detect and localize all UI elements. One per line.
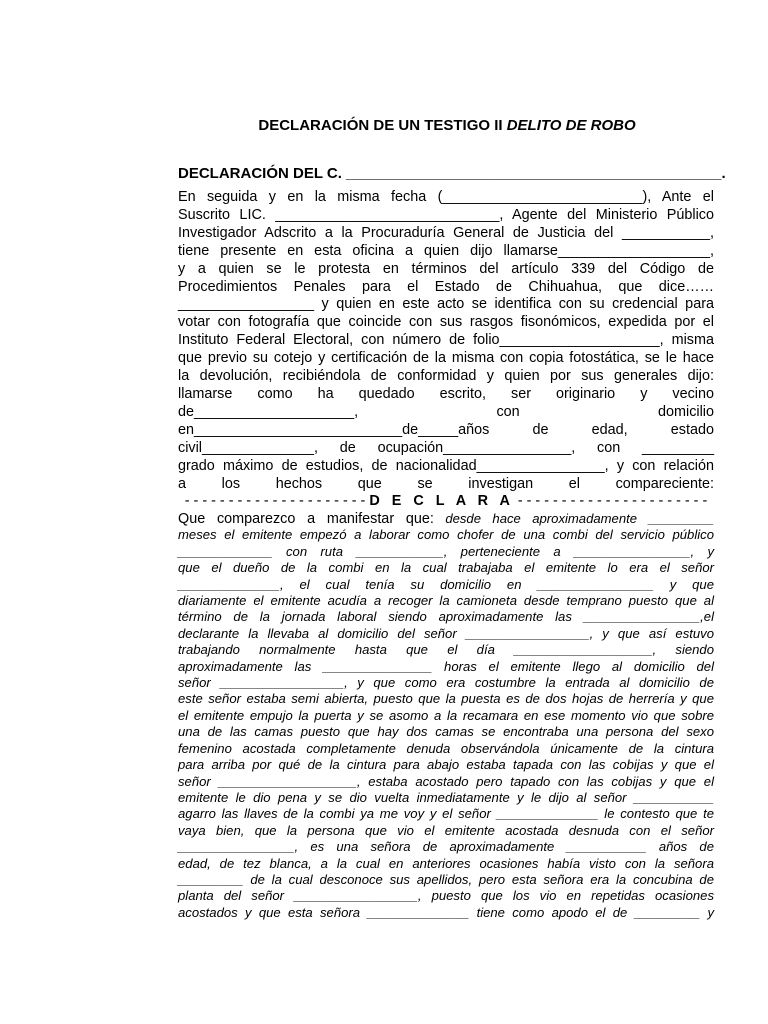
dashes-left: - - - - - - - - - - - - - - - - - - - - - <box>184 493 370 509</box>
title-crime: DELITO DE ROBO <box>506 117 636 134</box>
paragraph-line: Instituto Federal Electoral, con número de folio____________________, misma <box>178 332 714 349</box>
statement-line: meses el emitente empezó a laborar como chofer de una combi del servicio público <box>178 527 714 543</box>
statement-line: ________________, es una señora de aproximadamente ___________ años de <box>178 839 714 855</box>
statement-intro: Que comparezco a manifestar que: <box>178 511 434 527</box>
statement-line <box>178 511 714 527</box>
paragraph-line: Procedimientos Penales para el Estado de Chihuahua, que dice…… <box>178 278 714 295</box>
dashes-right: - - - - - - - - - - - - - - - - - - - - - - <box>513 493 708 509</box>
declara-heading: D E C L A R A <box>369 493 514 509</box>
paragraph-line: de____________________, con domicilio <box>178 403 714 420</box>
statement-line: acostados y que esta señora ______________ tiene como apodo el de _________ y <box>178 904 714 920</box>
paragraph-line: que previo su cotejo y certificación de la misma con copia fotostática, se le hace <box>178 350 714 367</box>
statement-line: señor _________________, y que como era costumbre la entrada al domicilio de <box>178 675 714 691</box>
statement-line: edad, de tez blanca, a la cual en anteriores ocasiones había visto con la señora <box>178 855 714 871</box>
statement-first-rest: desde hace aproximadamente _________ <box>433 511 714 526</box>
paragraph-line: Suscrito LIC. ____________________________, Agente del Ministerio Público <box>178 206 714 223</box>
statement-line: una de las camas puesto que hay dos camas se encontraba una persona del sexo <box>178 724 714 740</box>
statement-line: agarro las llaves de la combi ya me voy y el señor ______________ le contesto que te <box>178 806 714 822</box>
statement-line: el emitente empujo la puerta y se asomo a la recamara en ese momento vio que sobre <box>178 707 714 723</box>
paragraph-line: En seguida y en la misma fecha (_________________________), Ante el <box>178 189 714 205</box>
statement-line: este señor estaba semi abierta, puesto que la puesta es de dos hojas de herrería y que <box>178 691 714 707</box>
statement-line: término de la jornada laboral siendo aproximadamente las ________________,el <box>178 609 714 625</box>
paragraph-line: llamarse como ha quedado escrito, ser originario y vecino <box>178 385 714 402</box>
paragraph-line: grado máximo de estudios, de nacionalidad________________, y con relación <box>178 457 714 474</box>
statement-line: trabajando normalmente hasta que el día ___________________, siendo <box>178 642 714 658</box>
paragraph-line: votar con fotografía que coincide con sus rasgos fisonómicos, expedida por el <box>178 314 714 331</box>
statement-line: que el dueño de la combi en la cual trabajaba el emitente lo era el señor <box>178 560 714 576</box>
statement-line: vaya bien, que la persona que vio el emitente acostada desnuda con el señor <box>178 822 714 838</box>
statement-line: _________ de la cual desconoce sus apellidos, pero esta señora era la concubina de <box>178 871 714 887</box>
statement-line: señor ___________________, estaba acostado pero tapado con las cobijas y que el <box>178 773 714 789</box>
statement-line: declarante la llevaba al domicilio del señor _________________, y que así estuvo <box>178 625 714 641</box>
paragraph-line: tiene presente en esta oficina a quien dijo llamarse___________________, <box>178 242 714 259</box>
paragraph-line: la devolución, recibiéndola de conformidad y quien por sus generales dijo: <box>178 368 714 385</box>
declaration-of-line: DECLARACIÓN DEL C. _____________________________________________. <box>178 165 726 182</box>
paragraph-line: en__________________________de_____años de edad, estado <box>178 421 714 438</box>
statement-line: diariamente el emitente acudía a recoger la camioneta desde temprano puesto que al <box>178 593 714 609</box>
opening-paragraph <box>178 189 714 493</box>
statement-line: para arriba por qué de la cintura para abajo estaba tapada con las cobijas y que el <box>178 757 714 773</box>
document-title <box>0 117 768 134</box>
statement-line: femenino acostada completamente denuda observándola únicamente de la cintura <box>178 740 714 756</box>
statement-line: emitente le dio pena y se dio vuelta inmediatamente y le dijo al señor ___________ <box>178 789 714 805</box>
paragraph-line: civil______________, de ocupación________________, con _________ <box>178 439 714 456</box>
declara-separator <box>178 493 714 510</box>
paragraph-line: y a quien se le protesta en términos del artículo 339 del Código de <box>178 260 714 277</box>
paragraph-line: Investigador Adscrito a la Procuraduría General de Justicia del ___________, <box>178 224 714 241</box>
statement-line: planta del señor _________________, puesto que los vio en repetidas ocasiones <box>178 888 714 904</box>
statement-line: ______________, el cual tenía su domicilio en ________________ y que <box>178 576 714 592</box>
paragraph-line: a los hechos que se investigan el compareciente: <box>178 475 714 492</box>
statement-line: aproximadamente las _______________ horas el emitente llego al domicilio del <box>178 658 714 674</box>
paragraph-line: _________________ y quien en este acto se identifica con su credencial para <box>178 296 714 313</box>
title-main: DECLARACIÓN DE UN TESTIGO II <box>258 117 503 134</box>
statement-line: _____________ con ruta ____________, perteneciente a ________________, y <box>178 543 714 559</box>
statement-paragraph <box>178 511 714 921</box>
